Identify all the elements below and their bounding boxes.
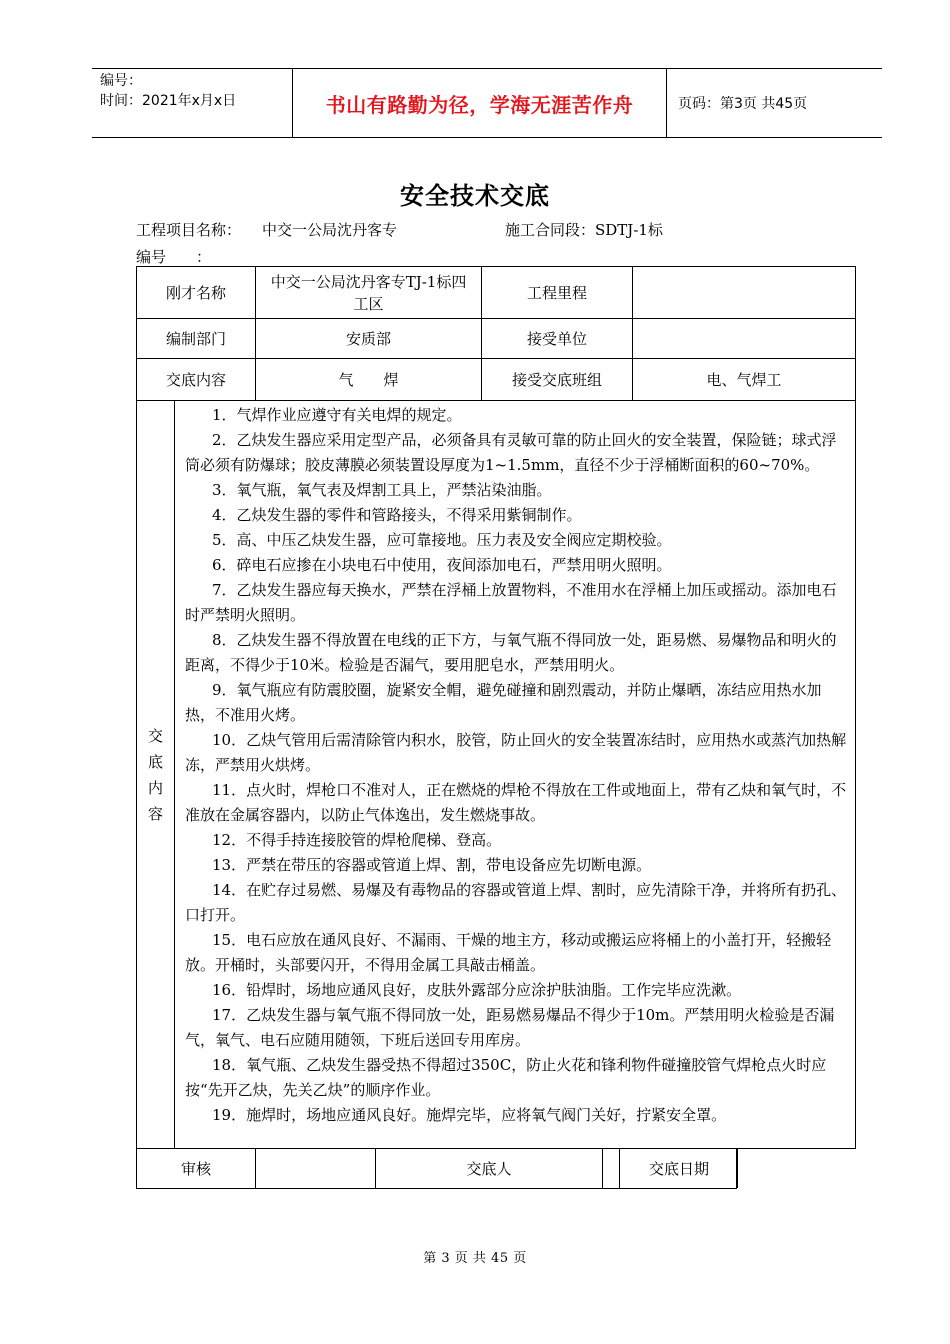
list-item: 3．氧气瓶，氧气表及焊割工具上，严禁沾染油脂。: [212, 481, 552, 499]
cell-dept-value: 安质部: [256, 319, 482, 359]
cell-content-label: 交底内容: [137, 359, 256, 401]
list-item: 9．氧气瓶应有防震胶圈，旋紧安全帽，避免碰撞和剧烈震动，并防止爆晒，冻结应用热水加热，不准用火烤。: [185, 681, 822, 724]
list-item: 16．铅焊时，场地应通风良好，皮肤外露部分应涂护肤油脂。工作完毕应洗漱。: [212, 981, 742, 999]
cell-date-label: 交底日期: [619, 1148, 738, 1188]
header-time-label: 时间：2021年x月x日: [100, 93, 237, 109]
project-name-label: 工程项目名称：: [136, 221, 242, 239]
cell-dept-label: 编制部门: [137, 319, 256, 359]
list-item: 14．在贮存过易燃、易爆及有毒物品的容器或管道上焊、割时，应先清除干净，并将所有扔孔、口打开。: [185, 881, 847, 924]
content-label-char: 内: [147, 778, 163, 797]
cell-team-label: 接受交底班组: [482, 359, 633, 401]
page-header: [92, 68, 882, 138]
cell-content-value: 气 焊: [256, 359, 482, 401]
list-item: 10．乙炔气管用后需清除管内积水，胶管，防止回火的安全装置冻结时，应用热水或蒸汽加热解冻，严禁用火烘烤。: [185, 731, 847, 774]
list-item: 2．乙炔发生器应采用定型产品，必须备具有灵敏可靠的防止回火的安全装置，保险链；球式浮筒必须有防爆球；胶皮薄膜必须装置设厚度为1~1.5mm，直径不少于浮桶断面积的60~70%。: [185, 431, 837, 474]
cell-date-value: [737, 1148, 857, 1188]
cell-item-name-value: 中交一公局沈丹客专TJ-1标四工区: [256, 267, 482, 319]
project-name-value: 中交一公局沈丹客专: [262, 221, 398, 239]
cell-mileage-label: 工程里程: [482, 267, 633, 319]
content-label-char: 容: [147, 804, 163, 823]
list-item: 17．乙炔发生器与氧气瓶不得同放一处，距易燃易爆品不得少于10m。严禁用明火检验是否漏气，氧气、电石应随用随领，下班后送回专用库房。: [185, 1006, 835, 1049]
content-body: [175, 401, 856, 1149]
cell-team-value: 电、气焊工: [633, 359, 856, 401]
content-vertical-label: [137, 401, 175, 1149]
table-row: [137, 267, 856, 319]
content-label-char: 底: [147, 752, 163, 771]
list-item: 1．气焊作业应遵守有关电焊的规定。: [212, 406, 462, 424]
header-motto-cell: [292, 69, 667, 137]
header-left: [100, 71, 295, 111]
header-page-info: 页码：第3页 共45页: [678, 96, 808, 112]
cell-mileage-value: [633, 267, 856, 319]
header-motto: 书山有路勤为径，学海无涯苦作舟: [325, 92, 634, 117]
list-item: 11．点火时，焊枪口不准对人，正在燃烧的焊枪不得放在工件或地面上，带有乙炔和氧气时，不准放在金属容器内，以防止气体逸出，发生燃烧事故。: [185, 781, 847, 824]
list-item: 6．碎电石应掺在小块电石中使用，夜间添加电石，严禁用明火照明。: [212, 556, 672, 574]
document-number-label: 编号 ：: [136, 248, 212, 266]
document-title: 安全技术交底: [400, 182, 550, 210]
content-label-char: 交: [147, 726, 163, 745]
list-item: 4．乙炔发生器的零件和管路接头，不得采用紫铜制作。: [212, 506, 582, 524]
list-item: 15．电石应放在通风良好、不漏雨、干燥的地主方，移动或搬运应将桶上的小盖打开，轻搬轻放。开桶时，头部要闪开，不得用金属工具敲击桶盖。: [185, 931, 832, 974]
disclosure-table: [136, 266, 856, 1189]
cell-receiver-label: 接受单位: [482, 319, 633, 359]
table-row: [137, 319, 856, 359]
list-item: 7．乙炔发生器应每天换水，严禁在浮桶上放置物料，不准用水在浮桶上加压或摇动。添加电石时严禁明火照明。: [185, 581, 837, 624]
list-item: 5．高、中压乙炔发生器，应可靠接地。压力表及安全阀应定期校验。: [212, 531, 672, 549]
contract-section: 施工合同段：SDTJ-1标: [505, 221, 663, 239]
cell-item-name-label: 刚才名称: [137, 267, 256, 319]
page-footer: 第 3 页 共 45 页: [423, 1251, 527, 1266]
list-item: 18．氧气瓶、乙炔发生器受热不得超过350C，防止火花和锋利物件碰撞胶管气焊枪点火时应按“先开乙炔，先关乙炔”的顺序作业。: [185, 1056, 827, 1099]
cell-receiver-value: [633, 319, 856, 359]
table-row: [137, 401, 856, 1149]
table-row: [137, 359, 856, 401]
list-item: 12．不得手持连接胶管的焊枪爬梯、登高。: [212, 831, 502, 849]
cell-review-label: 审核: [137, 1149, 256, 1189]
list-item: 19．施焊时，场地应通风良好。施焊完毕，应将氧气阀门关好，拧紧安全罩。: [212, 1106, 727, 1124]
cell-discloser-label: 交底人: [376, 1149, 603, 1189]
list-item: 8．乙炔发生器不得放置在电线的正下方，与氧气瓶不得同放一处，距易燃、易爆物品和明火的距离，不得少于10米。检验是否漏气，要用肥皂水，严禁用明火。: [185, 631, 837, 674]
cell-review-value: [256, 1149, 376, 1189]
list-item: 13．严禁在带压的容器或管道上焊、割，带电设备应先切断电源。: [212, 856, 652, 874]
header-number-label: 编号：: [100, 73, 142, 89]
